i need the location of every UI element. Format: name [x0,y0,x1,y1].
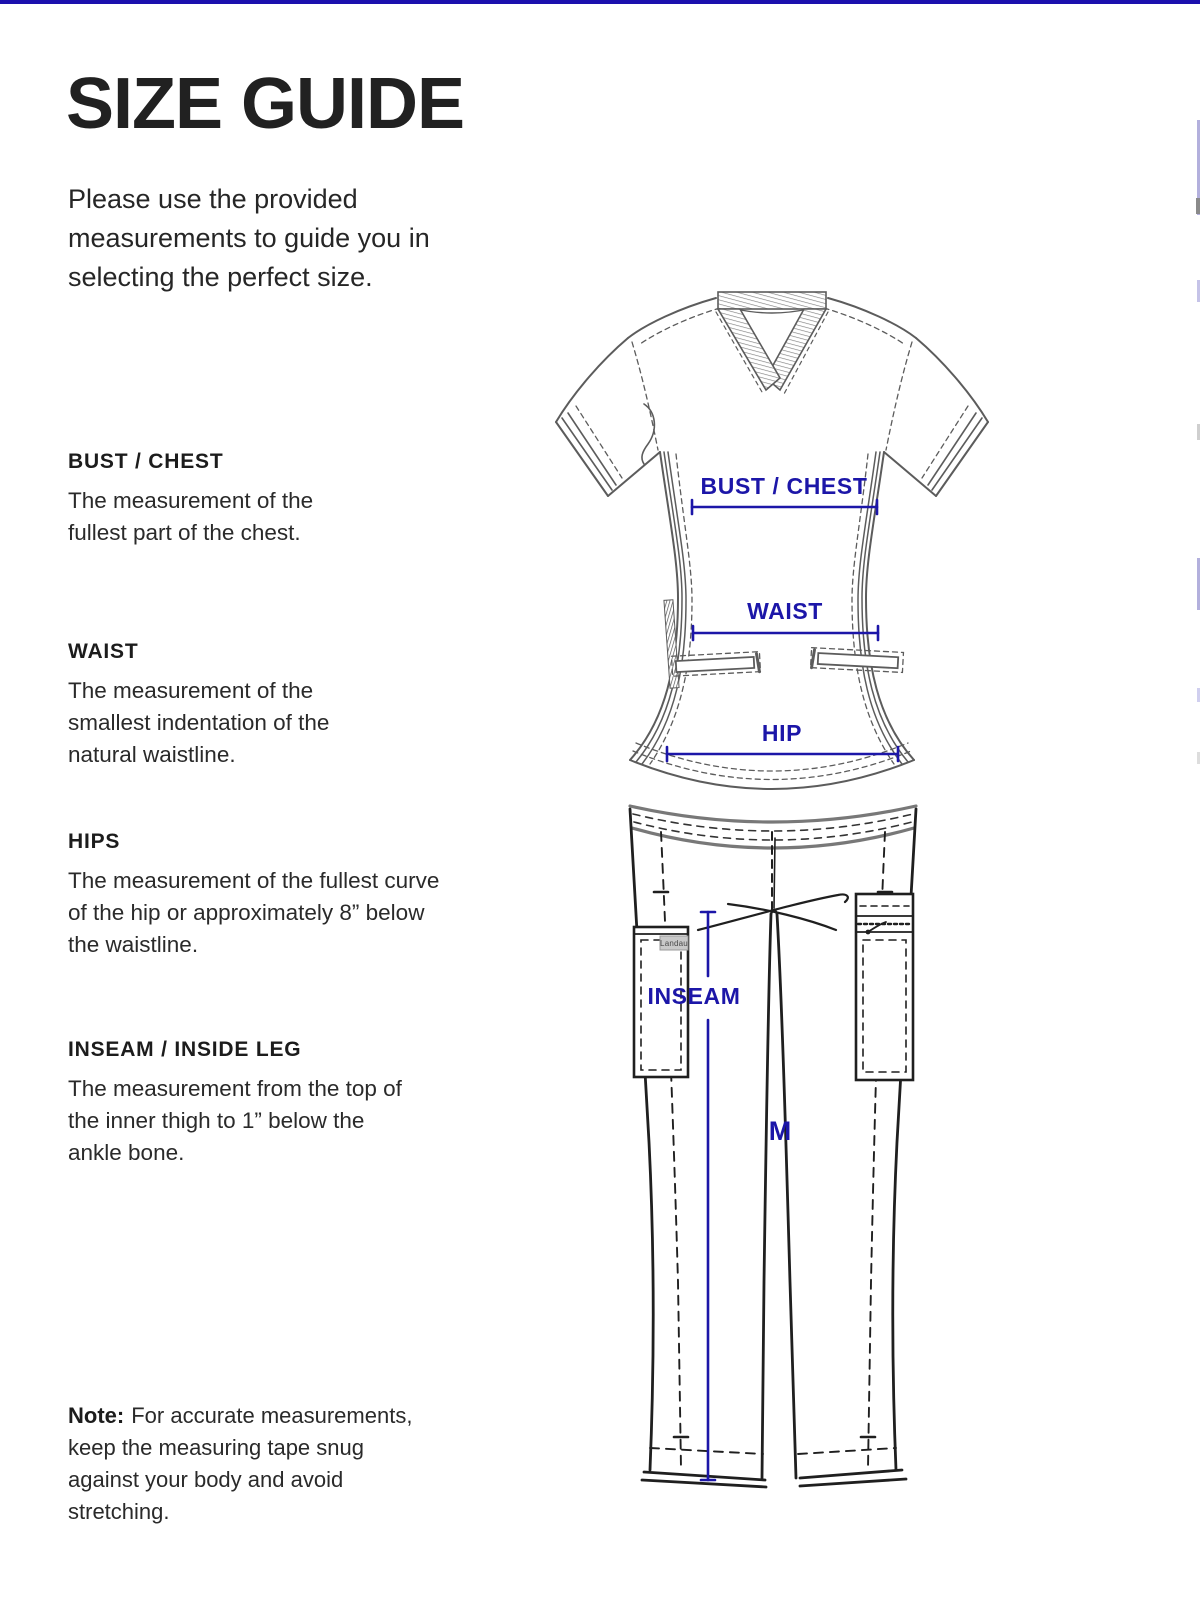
section-heading: HIPS [68,830,121,853]
section-waist [68,640,388,771]
section-hips [68,830,460,961]
note-text [68,1400,420,1528]
note-label: Note: [68,1403,125,1428]
section-heading: WAIST [68,640,139,663]
page-title: SIZE GUIDE [66,64,465,144]
size-guide-diagram [530,282,1010,1507]
scrub-pants-drawing [630,806,916,1487]
waist-measurement-label: WAIST [747,598,823,624]
right-edge-crop-artifact [1196,198,1200,214]
size-marker-label: M [768,1116,792,1146]
bust-measurement-label: BUST / CHEST [700,473,868,499]
inseam-measurement-label: INSEAM [647,983,741,1009]
brand-tag-label: Landau [660,939,688,948]
section-inseam [68,1038,418,1169]
intro-text: Please use the provided measurements to guide you in selecting the perfect size. [68,184,430,293]
section-bust-chest [68,450,358,549]
section-heading: INSEAM / INSIDE LEG [68,1038,302,1061]
hip-measurement-label: HIP [761,720,803,746]
section-body: The measurement of the smallest indentation of the natural waistline. [68,678,330,767]
right-cargo-pocket [856,894,913,1080]
page-top-accent-border [0,0,1200,4]
inseam-measurement [647,912,740,1480]
scrub-top-drawing [556,292,988,789]
note-body: For accurate measurements, keep the measuring tape snug against your body and avoid stretching. [68,1403,413,1524]
section-heading: BUST / CHEST [68,450,224,473]
section-body: The measurement from the top of the inner thigh to 1” below the ankle bone. [68,1076,402,1165]
section-body: The measurement of the fullest curve of the hip or approximately 8” below the waistline. [68,868,440,957]
bust-measurement [692,473,877,514]
section-body: The measurement of the fullest part of the chest. [68,488,314,545]
